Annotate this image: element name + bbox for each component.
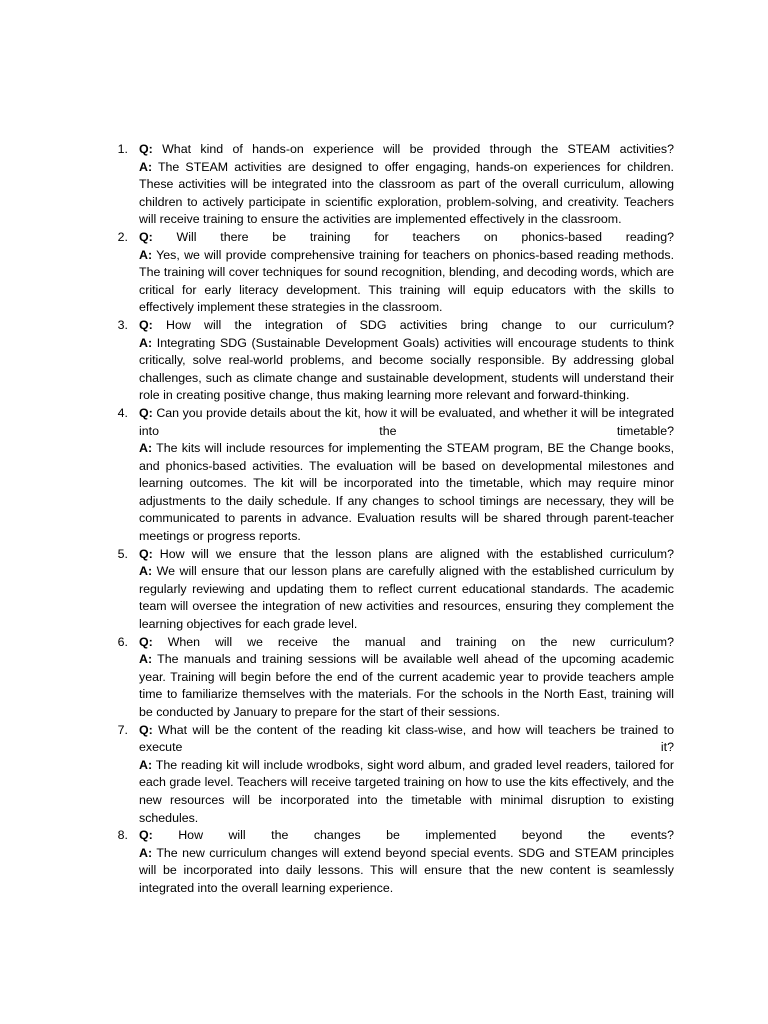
item-number: 6. [117, 634, 128, 649]
question-line [139, 546, 674, 564]
answer-text: The kits will include resources for implementing the STEAM program, BE the Change books, and phonics-based activities. The evaluation will be based on developmental milestones and learning outcomes. The kit will be incorporated into the timetable, which may require minor adjustments to the daily schedule. If any changes to school timings are necessary, they will be communicated to parents in advance. Evaluation results will be shared through parent-teacher meetings or progress reports. [139, 441, 675, 544]
question-line [139, 634, 674, 652]
answer-line [139, 651, 674, 721]
answer-line [139, 845, 674, 898]
answer-text: Yes, we will provide comprehensive training for teachers on phonics-based reading methods. The training will cover techniques for sound recognition, blending, and decoding words, which are critical for early literacy development. This training will equip educators with the skills to effectively implement these strategies in the classroom. [139, 247, 675, 315]
question-text: What kind of hands-on experience will be provided through the STEAM activities? [162, 142, 674, 156]
answer-text: We will ensure that our lesson plans are carefully aligned with the established curriculum by regularly reviewing and updating them to reflect current educational standards. The academic team will oversee the integration of new activities and resources, ensuring they complement the learning objectives for each grade level. [139, 564, 674, 632]
faq-item-8 [108, 827, 674, 897]
question-text: Can you provide details about the kit, how it will be evaluated, and whether it will be integrated into the timetable? [139, 405, 674, 438]
answer-label: A: [139, 159, 153, 174]
answer-label: A: [139, 441, 153, 456]
item-number: 4. [117, 405, 128, 420]
question-line [139, 722, 674, 757]
answer-text: The reading kit will include wrodboks, sight word album, and graded level readers, tailored for each grade level. Teachers will receive targeted training on how to use the kits effectively, and the new resources will be incorporated into the timetable with minimal disruption to existing schedules. [139, 757, 674, 825]
answer-label: A: [139, 335, 153, 350]
question-label: Q: [139, 546, 153, 561]
answer-line [139, 563, 674, 633]
answer-label: A: [139, 564, 153, 579]
answer-label: A: [139, 652, 153, 667]
question-text: How will we ensure that the lesson plans are aligned with the established curriculum? [159, 546, 674, 561]
item-number: 2. [117, 229, 128, 244]
question-line [139, 229, 674, 247]
answer-line [139, 440, 674, 546]
question-text: How will the integration of SDG activities bring change to our curriculum? [166, 317, 674, 332]
question-label: Q: [139, 828, 153, 843]
faq-item-4 [108, 405, 674, 546]
faq-item-5 [108, 546, 674, 634]
question-line [139, 827, 674, 845]
answer-line [139, 159, 674, 229]
faq-item-2 [108, 229, 674, 317]
answer-label: A: [139, 247, 153, 262]
question-text: What will be the content of the reading kit class-wise, and how will teachers be trained to execute it? [139, 722, 674, 755]
faq-item-7 [108, 722, 674, 828]
answer-line [139, 247, 674, 317]
item-number: 7. [117, 722, 128, 737]
item-number: 1. [117, 142, 128, 156]
faq-item-6 [108, 634, 674, 722]
answer-label: A: [139, 845, 153, 860]
answer-text: The STEAM activities are designed to offer engaging, hands-on experiences for children. These activities will be integrated into the classroom as part of the overall curriculum, allowing children to actively participate in scientific exploration, problem-solving, and creativity. Teachers will receive training to ensure the activities are implemented effectively in the classroom. [139, 159, 674, 227]
question-label: Q: [139, 405, 153, 420]
question-label: Q: [139, 722, 153, 737]
question-label: Q: [139, 634, 153, 649]
answer-text: The manuals and training sessions will be available well ahead of the upcoming academic year. Training will begin before the end of the current academic year to provide teachers ample time to familiarize themselves with the materials. For the schools in the North East, training will be conducted by January to prepare for the start of their sessions. [139, 652, 674, 719]
answer-text: The new curriculum changes will extend beyond special events. SDG and STEAM principles will be incorporated into daily lessons. This will ensure that the new content is seamlessly integrated into the overall learning experience. [139, 845, 674, 895]
faq-item-3 [108, 317, 674, 405]
question-line [139, 317, 674, 335]
answer-line [139, 757, 674, 827]
answer-text: Integrating SDG (Sustainable Development Goals) activities will encourage students to think critically, solve real-world problems, and become socially responsible. By addressing global challenges, such as climate change and sustainable development, students will understand their role in creating positive change, thus making learning more relevant and forward-thinking. [139, 335, 674, 403]
answer-label: A: [139, 757, 153, 772]
question-line [139, 141, 674, 159]
question-label: Q: [139, 229, 153, 244]
question-line [139, 405, 674, 440]
question-label: Q: [139, 142, 153, 156]
question-text: Will there be training for teachers on phonics-based reading? [176, 229, 674, 244]
faq-item-1 [108, 141, 674, 229]
question-text: How will the changes be implemented beyond the events? [178, 828, 674, 843]
question-text: When will we receive the manual and training on the new curriculum? [167, 634, 675, 649]
question-label: Q: [139, 317, 153, 332]
item-number: 3. [117, 317, 128, 332]
item-number: 8. [117, 828, 128, 843]
answer-line [139, 335, 674, 405]
faq-list [108, 141, 674, 898]
item-number: 5. [117, 546, 128, 561]
